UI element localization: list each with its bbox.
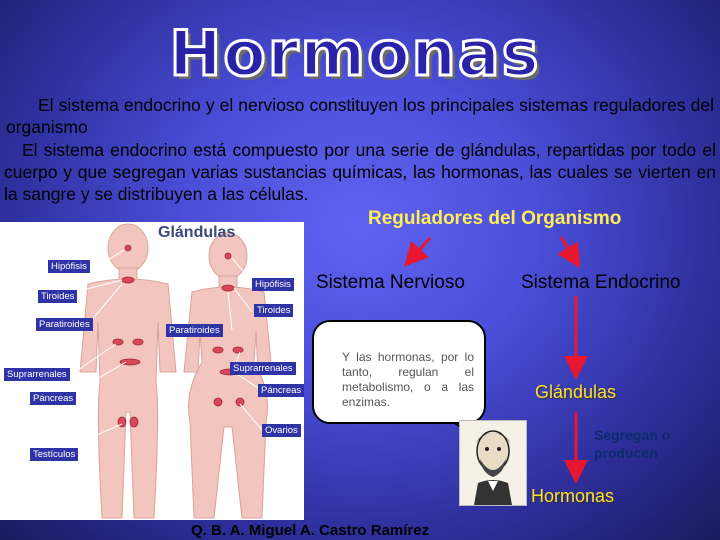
intro-paragraph: El sistema endocrino y el nervioso constituyen los principales sistemas reguladores del organismo xyxy=(6,95,714,137)
secrete-label: Segregan o producen xyxy=(594,427,671,461)
label-suprarrenales-female: Suprarrenales xyxy=(230,362,296,375)
label-testiculos: Testículos xyxy=(30,448,78,461)
glands-figure-title: Glándulas xyxy=(158,224,236,241)
label-paratiroides-male: Paratiroides xyxy=(36,318,93,331)
speech-bubble: Y las hormonas, por lo tanto, regulan el metabolismo, o a las enzimas. xyxy=(312,320,486,424)
label-hipofisis-male: Hipófisis xyxy=(48,260,90,273)
scientist-portrait xyxy=(459,420,527,506)
endocrine-paragraph: El sistema endocrino está compuesto por una serie de glándulas, repartidas por todo el cuerpo y que segregan varias sustancias químicas, las hormonas, las cuales se vierten en la sangre y se distribuyen a las células. xyxy=(4,140,716,204)
label-suprarrenales-male: Suprarrenales xyxy=(4,368,70,381)
glands-node: Glándulas xyxy=(535,382,617,402)
nervous-system-label: Sistema Nervioso xyxy=(316,272,465,293)
label-ovarios: Ovarios xyxy=(262,424,301,437)
hormones-node: Hormonas xyxy=(531,486,615,506)
label-tiroides-male: Tiroides xyxy=(38,290,77,303)
label-paratiroides-female: Paratiroides xyxy=(166,324,223,337)
endocrine-system-label: Sistema Endocrino xyxy=(521,272,681,293)
arrow-to-nervous xyxy=(412,238,430,258)
author-credit: Q. B. A. Miguel A. Castro Ramírez xyxy=(191,522,430,539)
regulators-title: Reguladores del Organismo xyxy=(368,208,622,229)
arrow-to-endocrine xyxy=(561,237,574,258)
slide-title: Hormonas xyxy=(169,17,541,90)
label-hipofisis-female: Hipófisis xyxy=(252,278,294,291)
label-tiroides-female: Tiroides xyxy=(254,304,293,317)
glands-illustration xyxy=(0,222,304,520)
label-pancreas-male: Páncreas xyxy=(30,392,76,405)
label-pancreas-female: Páncreas xyxy=(258,384,304,397)
